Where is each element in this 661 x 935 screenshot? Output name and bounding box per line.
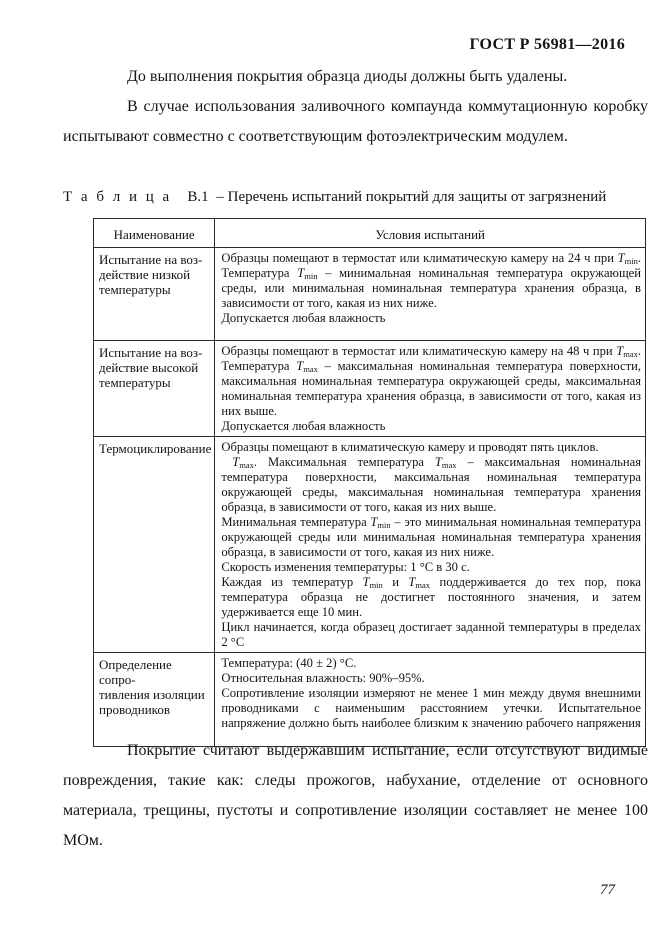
- table-caption: [63, 189, 648, 206]
- condition-paragraph: Допускается любая влажность: [221, 419, 386, 433]
- closing-paragraph: Покрытие считают выдержавшим испытание, если отсутствуют видимые повреждения, такие как: следы прожогов, набухание, отделение от основного материала, трещины, пустоты и сопротивление изоляции составляет не менее 100 МОм.: [63, 742, 648, 849]
- table-row: [94, 248, 646, 341]
- condition-paragraph: Сопротивление изоляции измеряют не менее 1 мин между двумя внешними проводниками с наименьшим расстоянием утечки. Испытательное напряжение должно быть наиболее близким к значению рабочего напряжения: [221, 686, 641, 730]
- column-header-name: Наименование: [94, 219, 215, 248]
- intro-section: [63, 62, 648, 152]
- test-conditions-cell: [215, 341, 646, 437]
- test-name-cell: Испытание на воз- действие высокой температуры: [94, 341, 215, 437]
- condition-paragraph: Каждая из температур $T_{min}$ и $T_{max}$ поддерживается до тех пор, пока температура образца не достигнет постоянного значения, и затем удерживается еще 10 мин.: [221, 575, 641, 619]
- test-name-cell: Термоциклирование: [94, 437, 215, 653]
- condition-paragraph: Минимальная температура $T_{min}$ – это минимальная номинальная температура окружающей среды или минимальная номинальная температура хранения образца, в зависимости от того, какая из них ниже.: [221, 515, 642, 559]
- condition-paragraph: Скорость изменения температуры: 1 °С в 30 с.: [221, 560, 470, 574]
- intro-paragraph-2: В случае использования заливочного компаунда коммутационную коробку испытывают совместно с соответствующим фотоэлектрическим модулем.: [63, 98, 648, 145]
- table-row: [94, 653, 646, 747]
- page-number: 77: [600, 882, 615, 898]
- condition-paragraph: Допускается любая влажность: [221, 311, 386, 325]
- column-header-conditions: Условия испытаний: [215, 219, 646, 248]
- condition-paragraph: Цикл начинается, когда образец достигает заданной температуры в пределах 2 °С: [221, 620, 641, 649]
- test-name-cell: Определение сопро- тивления изоляции проводников: [94, 653, 215, 747]
- table-row: [94, 341, 646, 437]
- condition-paragraph: Образцы помещают в термостат или климатическую камеру на 48 ч при $T_{max}$. Температура $T_{max}$ – максимальная номинальная температура поверхности, максимальная номинальная температура окружающей среды, максимальная номинальная температура хранения образца, в зависимости от того, какая из них выше.: [221, 344, 641, 418]
- table-caption-label: Т а б л и ц а: [63, 189, 172, 205]
- table-caption-number: В.1: [187, 189, 209, 205]
- table-row: [94, 437, 646, 653]
- table-header-row: [94, 219, 646, 248]
- test-name-cell: Испытание на воз- действие низкой температуры: [94, 248, 215, 341]
- coating-tests-table: [93, 218, 646, 747]
- condition-paragraph: Относительная влажность: 90%–95%.: [221, 671, 425, 685]
- intro-paragraph-1: До выполнения покрытия образца диоды должны быть удалены.: [127, 68, 568, 85]
- condition-paragraph: $T_{max}$. Максимальная температура $T_{max}$ – максимальная номинальная температура поверхности, максимальная номинальная температура окружающей среды, максимальная номинальная температура хранения образца, в зависимости от того, какая из них выше.: [221, 455, 641, 514]
- test-conditions-cell: [215, 248, 646, 341]
- test-conditions-cell: [215, 437, 646, 653]
- condition-paragraph: Температура: (40 ± 2) °С.: [221, 656, 357, 670]
- condition-paragraph: Образцы помещают в термостат или климатическую камеру на 24 ч при $T_{min}$. Температура $T_{min}$ – минимальная номинальная температура окружающей среды, или минимальная номинальная температура хранения образца, в зависимости от того, какая из них ниже.: [221, 251, 641, 310]
- test-conditions-cell: [215, 653, 646, 747]
- table-caption-text: – Перечень испытаний покрытий для защиты от загрязнений: [216, 189, 607, 205]
- condition-paragraph: Образцы помещают в климатическую камеру и проводят пять циклов.: [221, 440, 599, 454]
- table-body: [94, 248, 646, 747]
- closing-section: [63, 736, 648, 856]
- document-standard-header: ГОСТ Р 56981—2016: [469, 36, 625, 53]
